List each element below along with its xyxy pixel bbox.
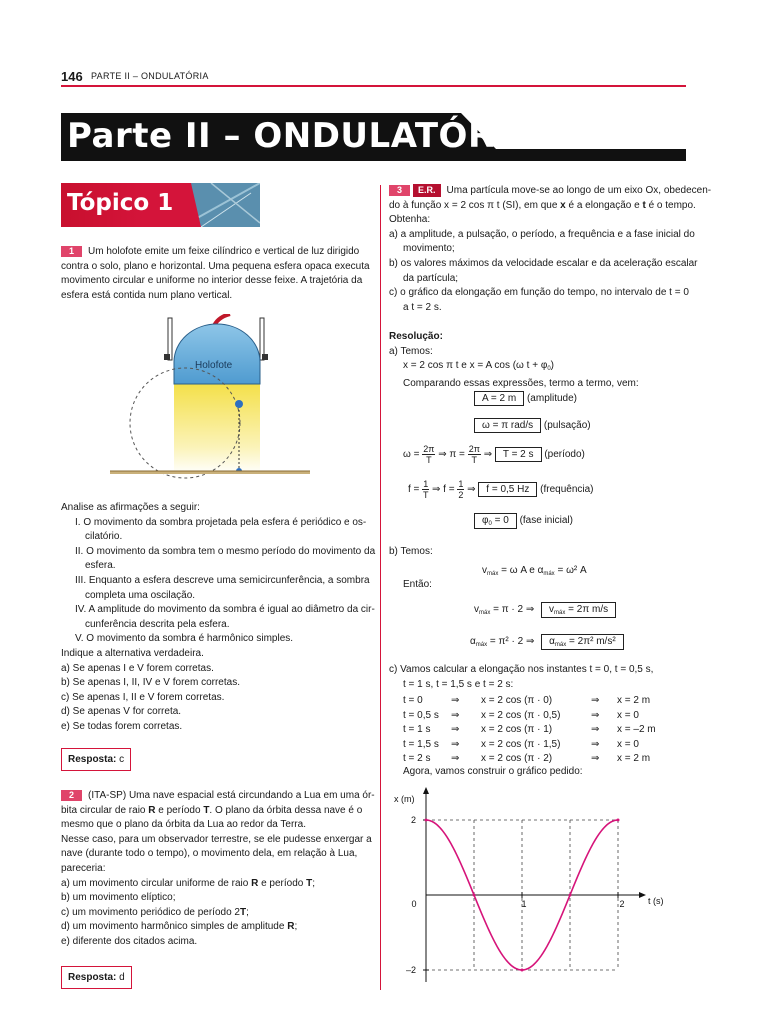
option: c) Se apenas I, II e V forem corretas. — [61, 691, 225, 703]
resolution: Resolução: a) Temos: x = 2 cos π t e x = A cos (ω $t + \varphi_0$) Comparando essas expressões, termo a termo, vem: — [389, 331, 639, 389]
table-cell: t = 1,5 s — [403, 738, 439, 750]
frequency-result: f = $\frac{1}{T}$ ⇒ f = $\frac{1}{2}$ ⇒ f = 0,5 Hz (frequência) — [408, 479, 594, 500]
x-tick-label: 2 — [619, 899, 625, 909]
statement: completa uma oscilação. — [85, 589, 196, 601]
table-cell: t = 2 s — [403, 753, 431, 765]
elongation-chart — [388, 784, 686, 984]
table-cell: ⇒ — [591, 753, 600, 765]
statement: I. O movimento da sombra projetada pela esfera é periódico e os- — [75, 516, 367, 528]
table-cell: x = 2 m — [617, 695, 651, 706]
running-head: PARTE II – ONDULATÓRIA — [91, 71, 209, 81]
table-row — [403, 694, 667, 709]
part-b-equation: $v_{máx} = \omega$ A e $\alpha_{máx} = \omega^2$ A — [482, 565, 587, 577]
q1-answer: Resposta: c — [61, 748, 131, 771]
table-row — [403, 738, 667, 753]
amplitude-result: A = 2 m (amplitude) — [474, 391, 577, 406]
q1-intro-line: Um holofote emite um feixe cilíndrico e vertical de luz dirigido — [88, 246, 360, 257]
table-cell: x = –2 m — [617, 724, 656, 736]
amax-result: $\alpha_{máx} = \pi^2 \cdot 2$ ⇒ $\alpha_{máx} = 2\pi^2$ m/s² — [470, 634, 624, 650]
q1-intro-line: contra o solo, plano e horizontal. Uma pequena esfera opaca executa — [61, 260, 370, 272]
table-cell: ⇒ — [591, 738, 600, 750]
page-number: 146 — [61, 69, 83, 84]
table-cell: x = 2 cos (π · 0) — [481, 695, 553, 706]
part-b: b) Temos: — [389, 546, 433, 557]
statement: cilatório. — [85, 531, 123, 543]
option: a) Se apenas I e V forem corretas. — [61, 662, 214, 674]
option: b) um movimento elíptico; — [61, 892, 176, 904]
topic-title: Tópico 1 — [67, 190, 174, 216]
pulsation-result: ω = π rad/s (pulsação) — [474, 418, 591, 433]
q1-intro-line: movimento circular e uniforme no interior desse feixe. A trajetória da — [61, 275, 363, 287]
part-title: Parte II – ONDULATÓRIA — [67, 116, 535, 156]
item: a) a amplitude, a pulsação, o período, a frequência e a fase inicial do — [389, 228, 695, 240]
table-cell: x = 0 — [617, 738, 639, 750]
table-cell: t = 1 s — [403, 724, 431, 736]
table-cell: ⇒ — [451, 724, 460, 736]
table-cell: ⇒ — [591, 724, 600, 736]
header-rule — [61, 85, 686, 87]
q2-answer: Resposta: d — [61, 966, 132, 989]
y-tick-label: –2 — [405, 965, 416, 975]
question-number-badge: 2 — [61, 790, 82, 801]
table-row — [403, 709, 667, 724]
statement: esfera. — [85, 560, 116, 572]
phase-result: $\varphi_0 = 0$ (fase inicial) — [474, 513, 573, 529]
question-number-badge: 3 — [389, 185, 410, 196]
table-cell: t = 0 — [403, 695, 423, 706]
data-point — [569, 894, 572, 897]
statement: V. O movimento da sombra é harmônico simples. — [75, 633, 294, 645]
data-point — [617, 819, 620, 822]
table-cell: ⇒ — [451, 695, 460, 706]
option: a) um movimento circular uniforme de raio R e período T; — [61, 877, 316, 889]
statement: II. O movimento da sombra tem o mesmo período do movimento da — [75, 545, 376, 557]
question-number-badge: 1 — [61, 246, 82, 257]
table-cell: ⇒ — [451, 709, 460, 721]
table-cell: x = 2 cos (π · 1) — [481, 724, 553, 736]
table-cell: x = 2 cos (π · 0,5) — [481, 709, 561, 721]
y-tick-label: 2 — [410, 815, 416, 825]
question-2: 2 (ITA-SP) Uma nave espacial está circundando a Lua em uma ór- bita circular de raio R e período T. O plano da órbita dessa nave é o mesmo que o plano da órbita da Lua ao redor da Terra. Nesse caso, para um observador terrestre, se ele pudesse enxergar a nave (durante todo o tempo), o movimento dela, em relação à Lua, pareceria: a) um movimento circular uniforme de raio R e período T; b) um movimento elíptico; c) um movimento periódico de período 2T; d) um movimento harmônico simples de amplitude R; e) diferente dos citados acima. — [61, 789, 365, 950]
part-b-then: Então: — [403, 579, 432, 590]
item: b) os valores máximos da velocidade escalar e da aceleração escalar — [389, 257, 698, 269]
data-point — [425, 819, 428, 822]
item: da partícula; — [403, 272, 459, 284]
graph-intro: Agora, vamos construir o gráfico pedido: — [403, 766, 583, 777]
table-row — [403, 752, 667, 767]
x-tick-label: 0 — [411, 899, 417, 909]
period-result: ω = $\frac{2\pi}{T}$ ⇒ π = $\frac{2\pi}{T}$ ⇒ T = 2 s (período) — [403, 444, 585, 465]
y-axis-label: x (m) — [394, 794, 415, 804]
item: movimento; — [403, 243, 455, 255]
item: c) o gráfico da elongação em função do tempo, no intervalo de t = 0 — [389, 287, 689, 299]
table-cell: x = 2 cos (π · 1,5) — [481, 738, 561, 750]
data-point — [473, 894, 476, 897]
x-tick-label: 1 — [521, 899, 527, 909]
holofote-label: Holofote — [195, 360, 233, 371]
table-row — [403, 723, 667, 738]
vmax-result: $v_{máx} = \pi \cdot 2$ ⇒ $v_{máx} = 2\pi$ m/s — [474, 602, 616, 618]
column-divider — [380, 185, 381, 990]
statement: IV. A amplitude do movimento da sombra é igual ao diâmetro da cir- — [75, 604, 375, 616]
part-c: c) Vamos calcular a elongação nos instantes t = 0, t = 0,5 s, t = 1 s, t = 1,5 s e t = 2 s: — [389, 664, 654, 690]
option: c) um movimento periódico de período 2T; — [61, 906, 249, 918]
q1-analyze: Analise as afirmações a seguir: — [61, 502, 200, 513]
table-cell: x = 2 cos (π · 2) — [481, 753, 553, 765]
option: e) diferente dos citados acima. — [61, 935, 198, 947]
option: d) um movimento harmônico simples de amplitude R; — [61, 921, 298, 933]
option: b) Se apenas I, II, IV e V forem corretas. — [61, 677, 240, 689]
item: a t = 2 s. — [403, 301, 442, 313]
table-cell: ⇒ — [591, 709, 600, 721]
table-cell: ⇒ — [451, 738, 460, 750]
table-cell: ⇒ — [591, 695, 600, 706]
table-cell: ⇒ — [451, 753, 460, 765]
data-point — [521, 969, 524, 972]
statement: III. Enquanto a esfera descreve uma semicircunferência, a sombra — [75, 574, 370, 586]
table-cell: t = 0,5 s — [403, 709, 439, 721]
x-axis-label: t (s) — [648, 896, 664, 906]
q1-statements — [61, 501, 376, 735]
question-3: 3 E.R. Uma partícula move-se ao longo de um eixo Ox, obedecen- do à função x = 2 cos π t (SI), em que x é a elongação e t é o tempo. Obtenha: a) a amplitude, a pulsação, o período, a frequência e a fase inicial do movimento; b) os valores máximos da velocidade escalar e da aceleração escalar da partícula; c) o gráfico da elongação em função do tempo, no intervalo de t = 0 a t = 2 s. — [389, 184, 687, 315]
option: e) Se todas forem corretas. — [61, 720, 183, 732]
table-cell: x = 2 m — [617, 753, 651, 765]
statement: cunferência descrita pela esfera. — [85, 618, 230, 630]
holofote-figure — [110, 314, 310, 484]
option: d) Se apenas V for correta. — [61, 706, 182, 718]
y-axis-arrow — [423, 787, 429, 794]
q1-prompt: Indique a alternativa verdadeira. — [61, 647, 204, 659]
q1-intro-line: esfera está contida num plano vertical. — [61, 289, 233, 301]
question-1 — [61, 245, 370, 303]
table-cell: x = 0 — [617, 709, 639, 721]
elongation-table — [403, 694, 667, 767]
x-axis-arrow — [639, 892, 646, 898]
er-tag: E.R. — [413, 184, 441, 197]
